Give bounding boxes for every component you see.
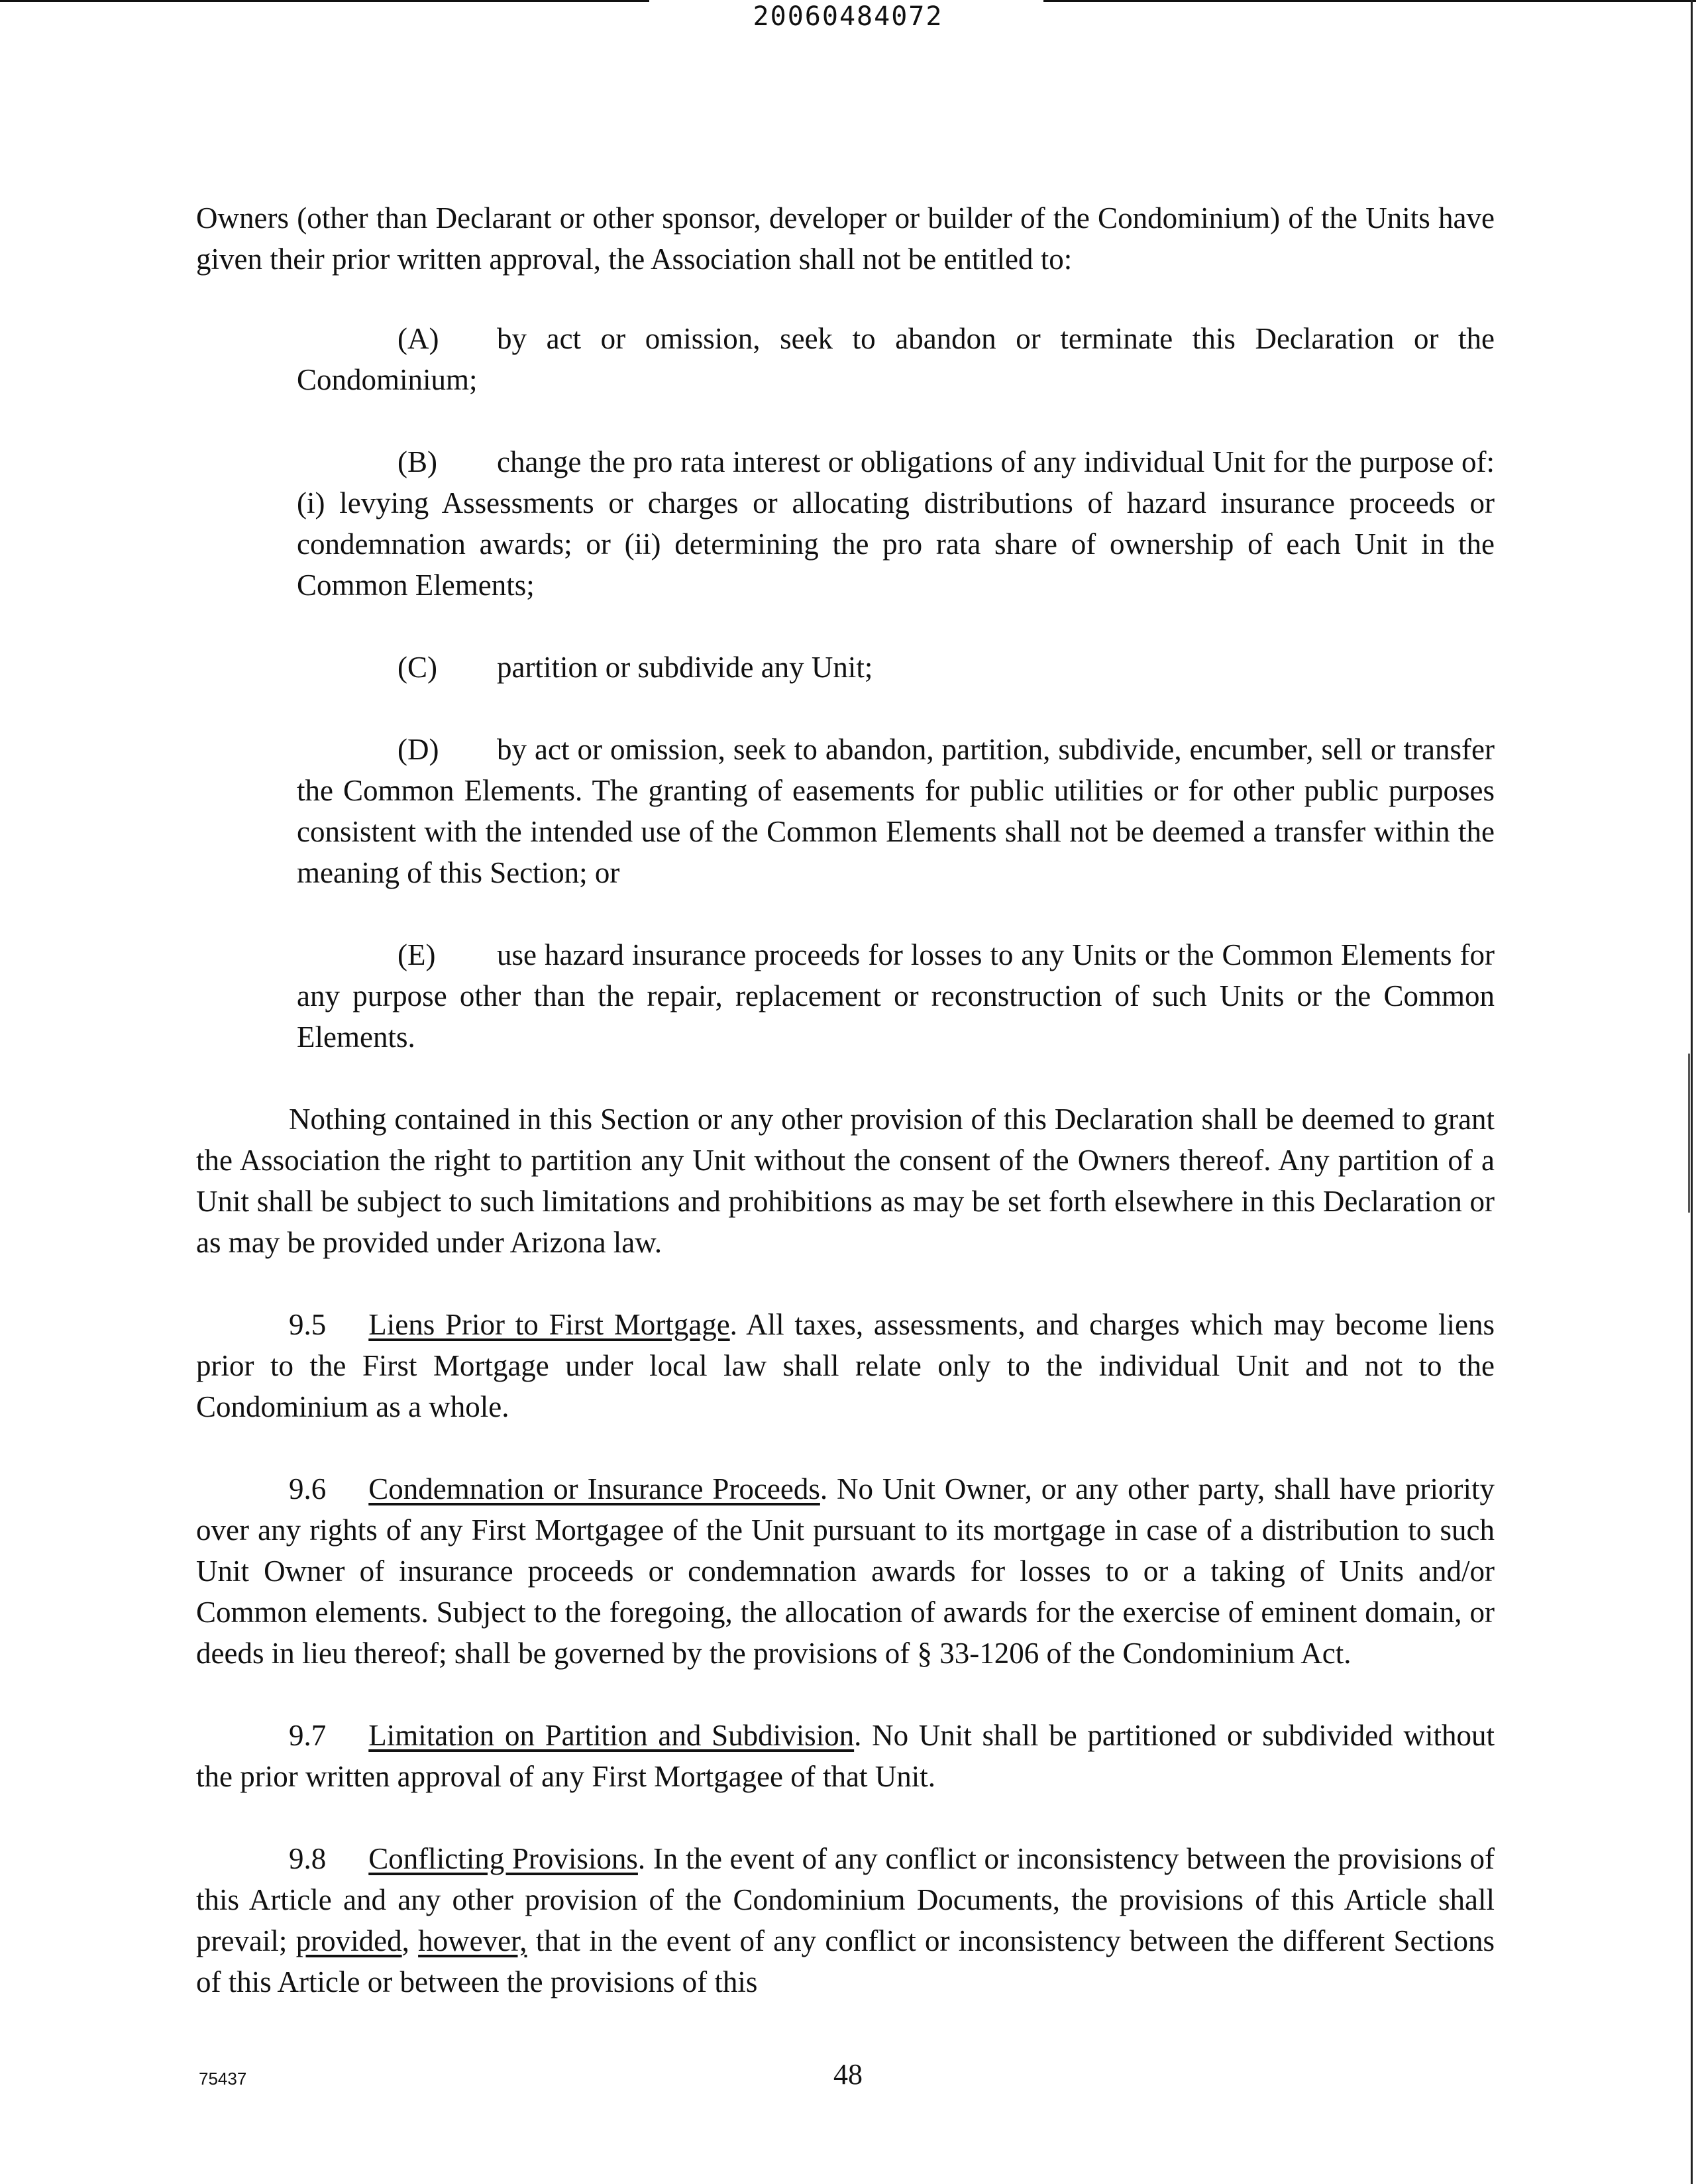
item-label: (D) xyxy=(398,733,439,766)
item-text: by act or omission, seek to abandon or terminate this Declaration or the Condominium; xyxy=(297,322,1495,396)
page-right-edge xyxy=(1691,0,1693,2184)
section-number: 9.6 xyxy=(289,1472,327,1505)
intro-paragraph: Owners (other than Declarant or other sponsor, developer or builder of the Condominium) of the Units have given their prior written approval, the Association shall not be entitled to: xyxy=(196,201,1495,276)
section-text: . All taxes, assessments, and charges which may become liens prior to the First Mortgage under local law shall relate only to the individual Unit and not to the Condominium as a whole. xyxy=(196,1308,1495,1423)
separator: , xyxy=(401,1924,419,1957)
item-text: use hazard insurance proceeds for losses to any Units or the Common Elements for any purpose other than the repair, replacement or reconstruction of such Units or the Common Elements. xyxy=(297,938,1495,1054)
list-item-a xyxy=(196,318,1495,400)
section-title: Conflicting Provisions xyxy=(368,1842,638,1875)
section-text: . No Unit shall be partitioned or subdivided without the prior written approval of any First Mortgagee of that Unit. xyxy=(196,1719,1495,1793)
recording-number: 20060484072 xyxy=(753,1,943,32)
section-number: 9.7 xyxy=(289,1719,327,1752)
list-item-e xyxy=(196,934,1495,1058)
section-9-5 xyxy=(196,1304,1495,1427)
list-item-d xyxy=(196,729,1495,893)
document-code: 75437 xyxy=(199,2069,247,2089)
list-item-b xyxy=(196,441,1495,606)
page-number: 48 xyxy=(833,2058,863,2091)
section-title: Liens Prior to First Mortgage xyxy=(368,1308,730,1341)
item-label: (E) xyxy=(398,938,436,971)
section-title: Condemnation or Insurance Proceeds xyxy=(368,1472,820,1505)
item-text: change the pro rata interest or obligations of any individual Unit for the purpose of: (i) levying Assessments or charges or allocating distributions of hazard insurance proceeds or condemnation awards; or (ii) determining the pro rata share of ownership of each Unit in the Common Elements; xyxy=(297,445,1495,602)
section-9-6 xyxy=(196,1468,1495,1674)
section-text-b: that in the event of any conflict or inconsistency between the different Sections of this Article or between the provisions of this xyxy=(196,1924,1495,1998)
item-text: partition or subdivide any Unit; xyxy=(497,651,873,684)
section-number: 9.8 xyxy=(289,1842,327,1875)
section-number: 9.5 xyxy=(289,1308,327,1341)
section-9-8 xyxy=(196,1838,1495,2002)
section-text-a: . In the event of any conflict or inconsistency between the provisions of this Article and any other provision of the Condominium Documents, the provisions of this Article shall prevail; xyxy=(196,1842,1495,1957)
nothing-contained-paragraph: Nothing contained in this Section or any other provision of this Declaration shall be deemed to grant the Association the right to partition any Unit without the consent of the Owners thereof. Any partition of a Unit shall be subject to such limitations and prohibitions as may be set forth elsewhere in this Declaration or as may be provided under Arizona law. xyxy=(196,1103,1495,1259)
item-label: (C) xyxy=(398,651,437,684)
emphasis-however: however, xyxy=(418,1924,527,1957)
list-item-c xyxy=(196,647,1495,688)
section-9-7 xyxy=(196,1715,1495,1797)
item-text: by act or omission, seek to abandon, partition, subdivide, encumber, sell or transfer the Common Elements. The granting of easements for public utilities or for other public purposes consistent with the intended use of the Common Elements shall not be deemed a transfer within the meaning of this Section; or xyxy=(297,733,1495,889)
item-label: (A) xyxy=(398,322,439,355)
emphasis-provided: provided xyxy=(295,1924,402,1957)
section-text: . No Unit Owner, or any other party, shall have priority over any rights of any First Mortgagee of the Unit pursuant to its mortgage in case of a distribution to such Unit Owner of insurance proceeds or condemnation awards for losses to or a taking of Units and/or Common elements. Subject to the foregoing, the allocation of awards for the exercise of eminent domain, or deeds in lieu thereof; shall be governed by the provisions of § 33-1206 of the Condominium Act. xyxy=(196,1472,1495,1670)
document-body xyxy=(196,197,1495,2002)
item-label: (B) xyxy=(398,445,437,478)
section-title: Limitation on Partition and Subdivision xyxy=(368,1719,855,1752)
scan-mark xyxy=(1688,1054,1690,1213)
